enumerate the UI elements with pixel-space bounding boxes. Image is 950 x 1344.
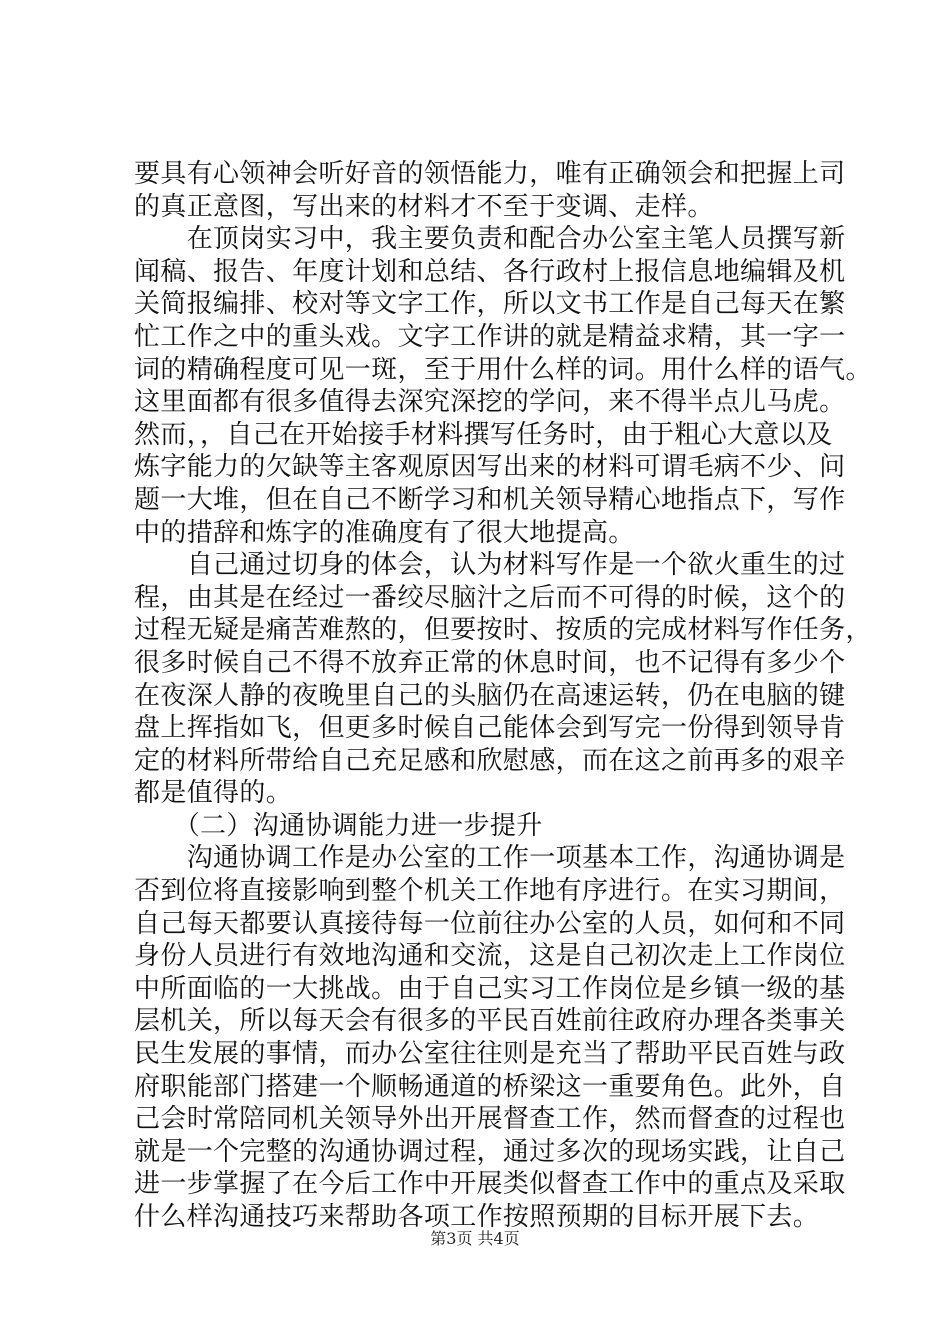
text-line: 中的措辞和炼字的准确度有了很大地提高。 xyxy=(134,517,635,548)
text-line: 什么样沟通技巧来帮助各项工作按照预期的目标开展下去。 xyxy=(134,1202,820,1232)
text-line: 在顶岗实习中，我主要负责和配合办公室主笔人员撰写新 xyxy=(134,224,846,255)
text-line: 中所面临的一大挑战。由于自己实习工作岗位是乡镇一级的基 xyxy=(134,973,846,1004)
text-line: 府职能部门搭建一个顺畅通道的桥梁这一重要角色。此外，自 xyxy=(134,1071,846,1102)
page-footer: 第3页 共4页 xyxy=(430,1229,520,1248)
text-line: 自己每天都要认真接待每一位前往办公室的人员，如何和不同 xyxy=(134,908,846,939)
text-line: 己会时常陪同机关领导外出开展督查工作，然而督查的过程也 xyxy=(134,1104,846,1135)
text-line: 层机关，所以每天会有很多的平民百姓前往政府办理各类事关 xyxy=(134,1006,846,1037)
text-line: 否到位将直接影响到整个机关工作地有序进行。在实习期间， xyxy=(134,876,846,907)
text-line: 炼字能力的欠缺等主客观原因写出来的材料可谓毛病不少、问 xyxy=(134,452,846,483)
text-line: （二）沟通协调能力进一步提升 xyxy=(134,810,543,841)
text-line: 关简报编排、校对等文字工作，所以文书工作是自己每天在繁 xyxy=(134,289,846,320)
text-line: 然而，，自己在开始接手材料撰写任务时，由于粗心大意以及 xyxy=(134,419,833,450)
text-line: 这里面都有很多值得去深究深挖的学问，来不得半点儿马虎。 xyxy=(134,387,846,418)
text-line: 忙工作之中的重头戏。文字工作讲的就是精益求精，其一字一 xyxy=(134,321,846,352)
text-line: 题一大堆，但在自己不断学习和机关领导精心地指点下，写作 xyxy=(134,484,846,515)
text-line: 词的精确程度可见一斑，至于用什么样的词。用什么样的语气。 xyxy=(134,354,872,385)
text-line: 的真正意图，写出来的材料才不至于变调、走样。 xyxy=(134,191,714,222)
text-line: 要具有心领神会听好音的领悟能力，唯有正确领会和把握上司 xyxy=(134,159,846,189)
text-line: 盘上挥指如飞，但更多时候自己能体会到写完一份得到领导肯 xyxy=(134,713,846,744)
text-line: 程，由其是在经过一番绞尽脑汁之后而不可得的时候，这个的 xyxy=(134,582,846,613)
text-line: 很多时候自己不得不放弃正常的休息时间，也不记得有多少个 xyxy=(134,647,846,678)
text-line: 身份人员进行有效地沟通和交流，这是自己初次走上工作岗位 xyxy=(134,941,846,972)
document-body xyxy=(134,158,872,1234)
text-line: 都是值得的。 xyxy=(134,778,293,809)
text-line: 沟通协调工作是办公室的工作一项基本工作，沟通协调是 xyxy=(134,843,846,874)
text-line: 就是一个完整的沟通协调过程，通过多次的现场实践，让自己 xyxy=(134,1136,846,1167)
text-line: 自己通过切身的体会，认为材料写作是一个欲火重生的过 xyxy=(134,550,846,581)
text-line: 定的材料所带给自己充足感和欣慰感，而在这之前再多的艰辛 xyxy=(134,745,846,776)
text-line: 在夜深人静的夜晚里自己的头脑仍在高速运转，仍在电脑的键 xyxy=(134,680,846,711)
text-line: 民生发展的事情，而办公室往往则是充当了帮助平民百姓与政 xyxy=(134,1039,846,1070)
text-line: 进一步掌握了在今后工作中开展类似督查工作中的重点及采取 xyxy=(134,1169,846,1200)
text-line: 过程无疑是痛苦难熬的，但要按时、按质的完成材料写作任务， xyxy=(134,615,872,646)
text-line: 闻稿、报告、年度计划和总结、各行政村上报信息地编辑及机 xyxy=(134,256,846,287)
